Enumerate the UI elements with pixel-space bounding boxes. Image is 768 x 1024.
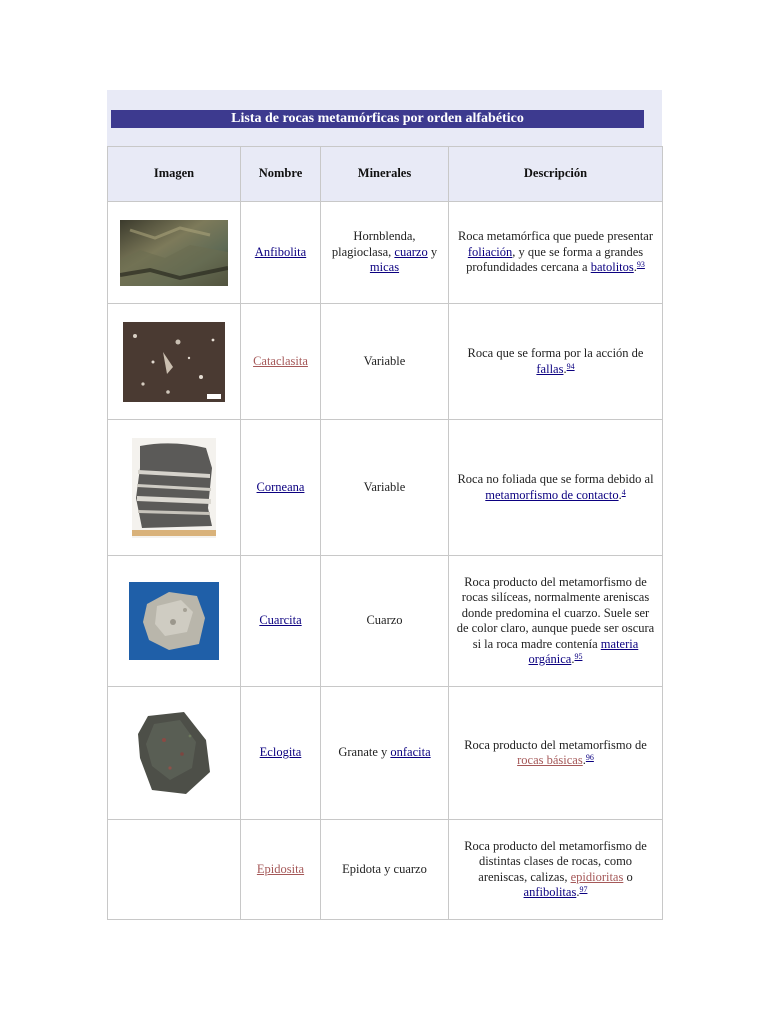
description-text: , y que se forma a grandes profundidades cercana a	[466, 244, 644, 275]
header-imagen: Imagen	[108, 147, 241, 202]
name-link[interactable]: Cataclasita	[253, 353, 308, 368]
name-cell	[241, 304, 321, 420]
description-text: Roca producto del metamorfismo de distintas clases de rocas, como areniscas, calizas,	[464, 838, 647, 884]
description-cell	[449, 820, 663, 920]
reference-link[interactable]: 95	[574, 652, 583, 661]
header-row	[108, 147, 663, 202]
anfibolita-image[interactable]	[120, 220, 228, 286]
header-minerales: Minerales	[321, 147, 449, 202]
minerals-cell	[321, 420, 449, 556]
reference-link[interactable]: 94	[566, 361, 575, 371]
minerals-text: Granate y	[338, 745, 391, 760]
description-link[interactable]: rocas básicas	[517, 753, 583, 767]
minerals-cell	[321, 687, 449, 820]
image-cell	[108, 820, 241, 920]
minerals-text: Hornblenda, plagioclasa,	[331, 229, 416, 259]
description-cell	[449, 202, 663, 304]
corneana-image[interactable]	[132, 438, 216, 538]
reference-link[interactable]: 4	[621, 487, 626, 497]
description-text: Roca metamórfica que puede presentar	[457, 229, 654, 244]
minerals-cell	[321, 202, 449, 304]
description-text: .	[582, 753, 586, 767]
table-row	[108, 687, 663, 820]
rocks-table	[107, 146, 663, 920]
image-cell	[108, 556, 241, 687]
name-cell	[241, 556, 321, 687]
minerals-text: Epidota y cuarzo	[342, 861, 427, 876]
table-row	[108, 420, 663, 556]
description-link[interactable]: epidioritas	[570, 869, 624, 884]
minerals-text: Variable	[363, 353, 406, 368]
name-link[interactable]: Anfibolita	[254, 244, 307, 259]
minerals-text: Variable	[363, 479, 406, 494]
minerals-text: y	[427, 244, 438, 259]
description-link[interactable]: fallas	[536, 361, 564, 376]
minerals-cell	[321, 820, 449, 920]
image-cell	[108, 420, 241, 556]
description-text: .	[563, 361, 567, 376]
minerals-cell	[321, 304, 449, 420]
name-link[interactable]: Corneana	[256, 479, 305, 494]
eclogita-image[interactable]	[134, 710, 214, 796]
description-link[interactable]: metamorfismo de contacto	[485, 487, 619, 502]
name-link[interactable]: Eclogita	[259, 745, 302, 760]
table-row	[108, 820, 663, 920]
header-descripcion: Descripción	[449, 147, 663, 202]
description-cell	[449, 687, 663, 820]
image-cell	[108, 304, 241, 420]
reference-link[interactable]: 96	[585, 753, 594, 762]
name-link[interactable]: Cuarcita	[259, 613, 302, 628]
name-cell	[241, 420, 321, 556]
description-text: .	[618, 487, 622, 502]
name-cell	[241, 687, 321, 820]
description-text: Roca no foliada que se forma debido al	[457, 472, 654, 486]
table-row	[108, 304, 663, 420]
description-text: Roca producto del metamorfismo de	[464, 737, 647, 752]
mineral-link[interactable]: micas	[369, 260, 400, 275]
description-link[interactable]: foliación	[467, 244, 513, 259]
mineral-link[interactable]: cuarzo	[394, 244, 428, 259]
table-row	[108, 202, 663, 304]
description-cell	[449, 556, 663, 687]
image-cell	[108, 202, 241, 304]
reference-link[interactable]: 97	[579, 885, 588, 894]
description-text: .	[571, 652, 575, 666]
description-text: .	[633, 260, 637, 275]
description-text: .	[576, 885, 580, 899]
cataclasita-image[interactable]	[123, 322, 225, 402]
minerals-text: Cuarzo	[366, 613, 403, 628]
description-link[interactable]: anfibolitas	[523, 885, 577, 899]
mineral-link[interactable]: onfacita	[390, 745, 431, 760]
reference-link[interactable]: 93	[636, 260, 645, 270]
description-link[interactable]: batolitos	[590, 260, 634, 275]
description-text: Roca producto del metamorfismo de rocas silíceas, normalmente areniscas donde predomina el cuarzo. Suele ser de color claro, aunque puede ser oscura si la roca madre contenía	[456, 574, 655, 651]
name-cell	[241, 820, 321, 920]
table-row	[108, 556, 663, 687]
image-cell	[108, 687, 241, 820]
cuarcita-image[interactable]	[129, 582, 219, 660]
description-cell	[449, 304, 663, 420]
name-cell	[241, 202, 321, 304]
name-link[interactable]: Epidosita	[256, 861, 305, 876]
description-link[interactable]: materia orgánica	[528, 636, 639, 666]
table-caption: Lista de rocas metamórficas por orden alfabético	[111, 110, 644, 128]
description-text: o	[623, 869, 633, 884]
minerals-cell	[321, 556, 449, 687]
description-text: Roca que se forma por la acción de	[467, 346, 644, 360]
header-nombre: Nombre	[241, 147, 321, 202]
description-cell	[449, 420, 663, 556]
